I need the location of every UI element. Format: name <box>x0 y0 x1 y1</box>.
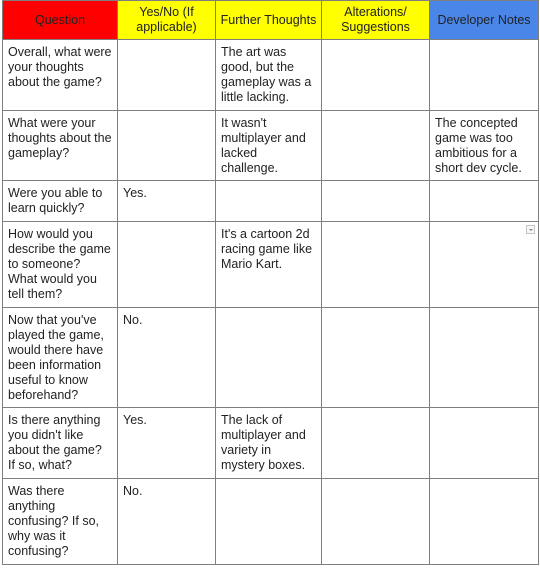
cell-yes-no[interactable]: No. <box>118 308 216 408</box>
cell-yes-no[interactable]: No. <box>118 479 216 565</box>
cell-developer-notes[interactable] <box>430 479 539 565</box>
cell-developer-notes[interactable]: The concepted game was too ambitious for a short dev cycle. <box>430 111 539 181</box>
cell-alterations[interactable] <box>322 40 430 111</box>
cell-alterations[interactable] <box>322 111 430 181</box>
cell-alterations[interactable] <box>322 308 430 408</box>
table-row <box>3 308 539 408</box>
cell-further-thoughts[interactable]: It's a cartoon 2d racing game like Mario Kart. <box>216 222 322 308</box>
cell-alterations[interactable] <box>322 408 430 479</box>
cell-question[interactable]: How would you describe the game to someone? What would you tell them? <box>3 222 118 308</box>
table-row <box>3 408 539 479</box>
header-question[interactable]: Question <box>3 1 118 40</box>
header-alterations[interactable]: Alterations/ Suggestions <box>322 1 430 40</box>
cell-question[interactable]: Now that you've played the game, would there have been information useful to know beforehand? <box>3 308 118 408</box>
table-row <box>3 222 539 308</box>
cell-yes-no[interactable]: Yes. <box>118 181 216 222</box>
header-row <box>3 1 539 40</box>
cell-developer-notes[interactable] <box>430 40 539 111</box>
cell-alterations[interactable] <box>322 222 430 308</box>
cell-further-thoughts[interactable]: It wasn't multiplayer and lacked challenge. <box>216 111 322 181</box>
cell-further-thoughts[interactable] <box>216 308 322 408</box>
cell-further-thoughts[interactable]: The lack of multiplayer and variety in mystery boxes. <box>216 408 322 479</box>
header-yes-no[interactable]: Yes/No (If applicable) <box>118 1 216 40</box>
cell-yes-no[interactable] <box>118 40 216 111</box>
cell-yes-no[interactable] <box>118 222 216 308</box>
header-further-thoughts[interactable]: Further Thoughts <box>216 1 322 40</box>
cell-question[interactable]: Was there anything confusing? If so, why was it confusing? <box>3 479 118 565</box>
cell-alterations[interactable] <box>322 479 430 565</box>
cell-developer-notes[interactable] <box>430 408 539 479</box>
cell-further-thoughts[interactable] <box>216 181 322 222</box>
cell-yes-no[interactable] <box>118 111 216 181</box>
cell-question[interactable]: Were you able to learn quickly? <box>3 181 118 222</box>
cell-further-thoughts[interactable]: The art was good, but the gameplay was a little lacking. <box>216 40 322 111</box>
header-developer-notes[interactable]: Developer Notes <box>430 1 539 40</box>
chevron-down-icon[interactable] <box>526 225 535 234</box>
cell-alterations[interactable] <box>322 181 430 222</box>
table-row <box>3 479 539 565</box>
cell-developer-notes[interactable] <box>430 181 539 222</box>
cell-further-thoughts[interactable] <box>216 479 322 565</box>
cell-yes-no[interactable]: Yes. <box>118 408 216 479</box>
cell-developer-notes[interactable] <box>430 308 539 408</box>
cell-question[interactable]: Overall, what were your thoughts about the game? <box>3 40 118 111</box>
table-row <box>3 40 539 111</box>
cell-developer-notes[interactable] <box>430 222 539 308</box>
table-row <box>3 181 539 222</box>
cell-question[interactable]: What were your thoughts about the gameplay? <box>3 111 118 181</box>
table-row <box>3 111 539 181</box>
feedback-table <box>2 0 539 565</box>
cell-question[interactable]: Is there anything you didn't like about the game? If so, what? <box>3 408 118 479</box>
